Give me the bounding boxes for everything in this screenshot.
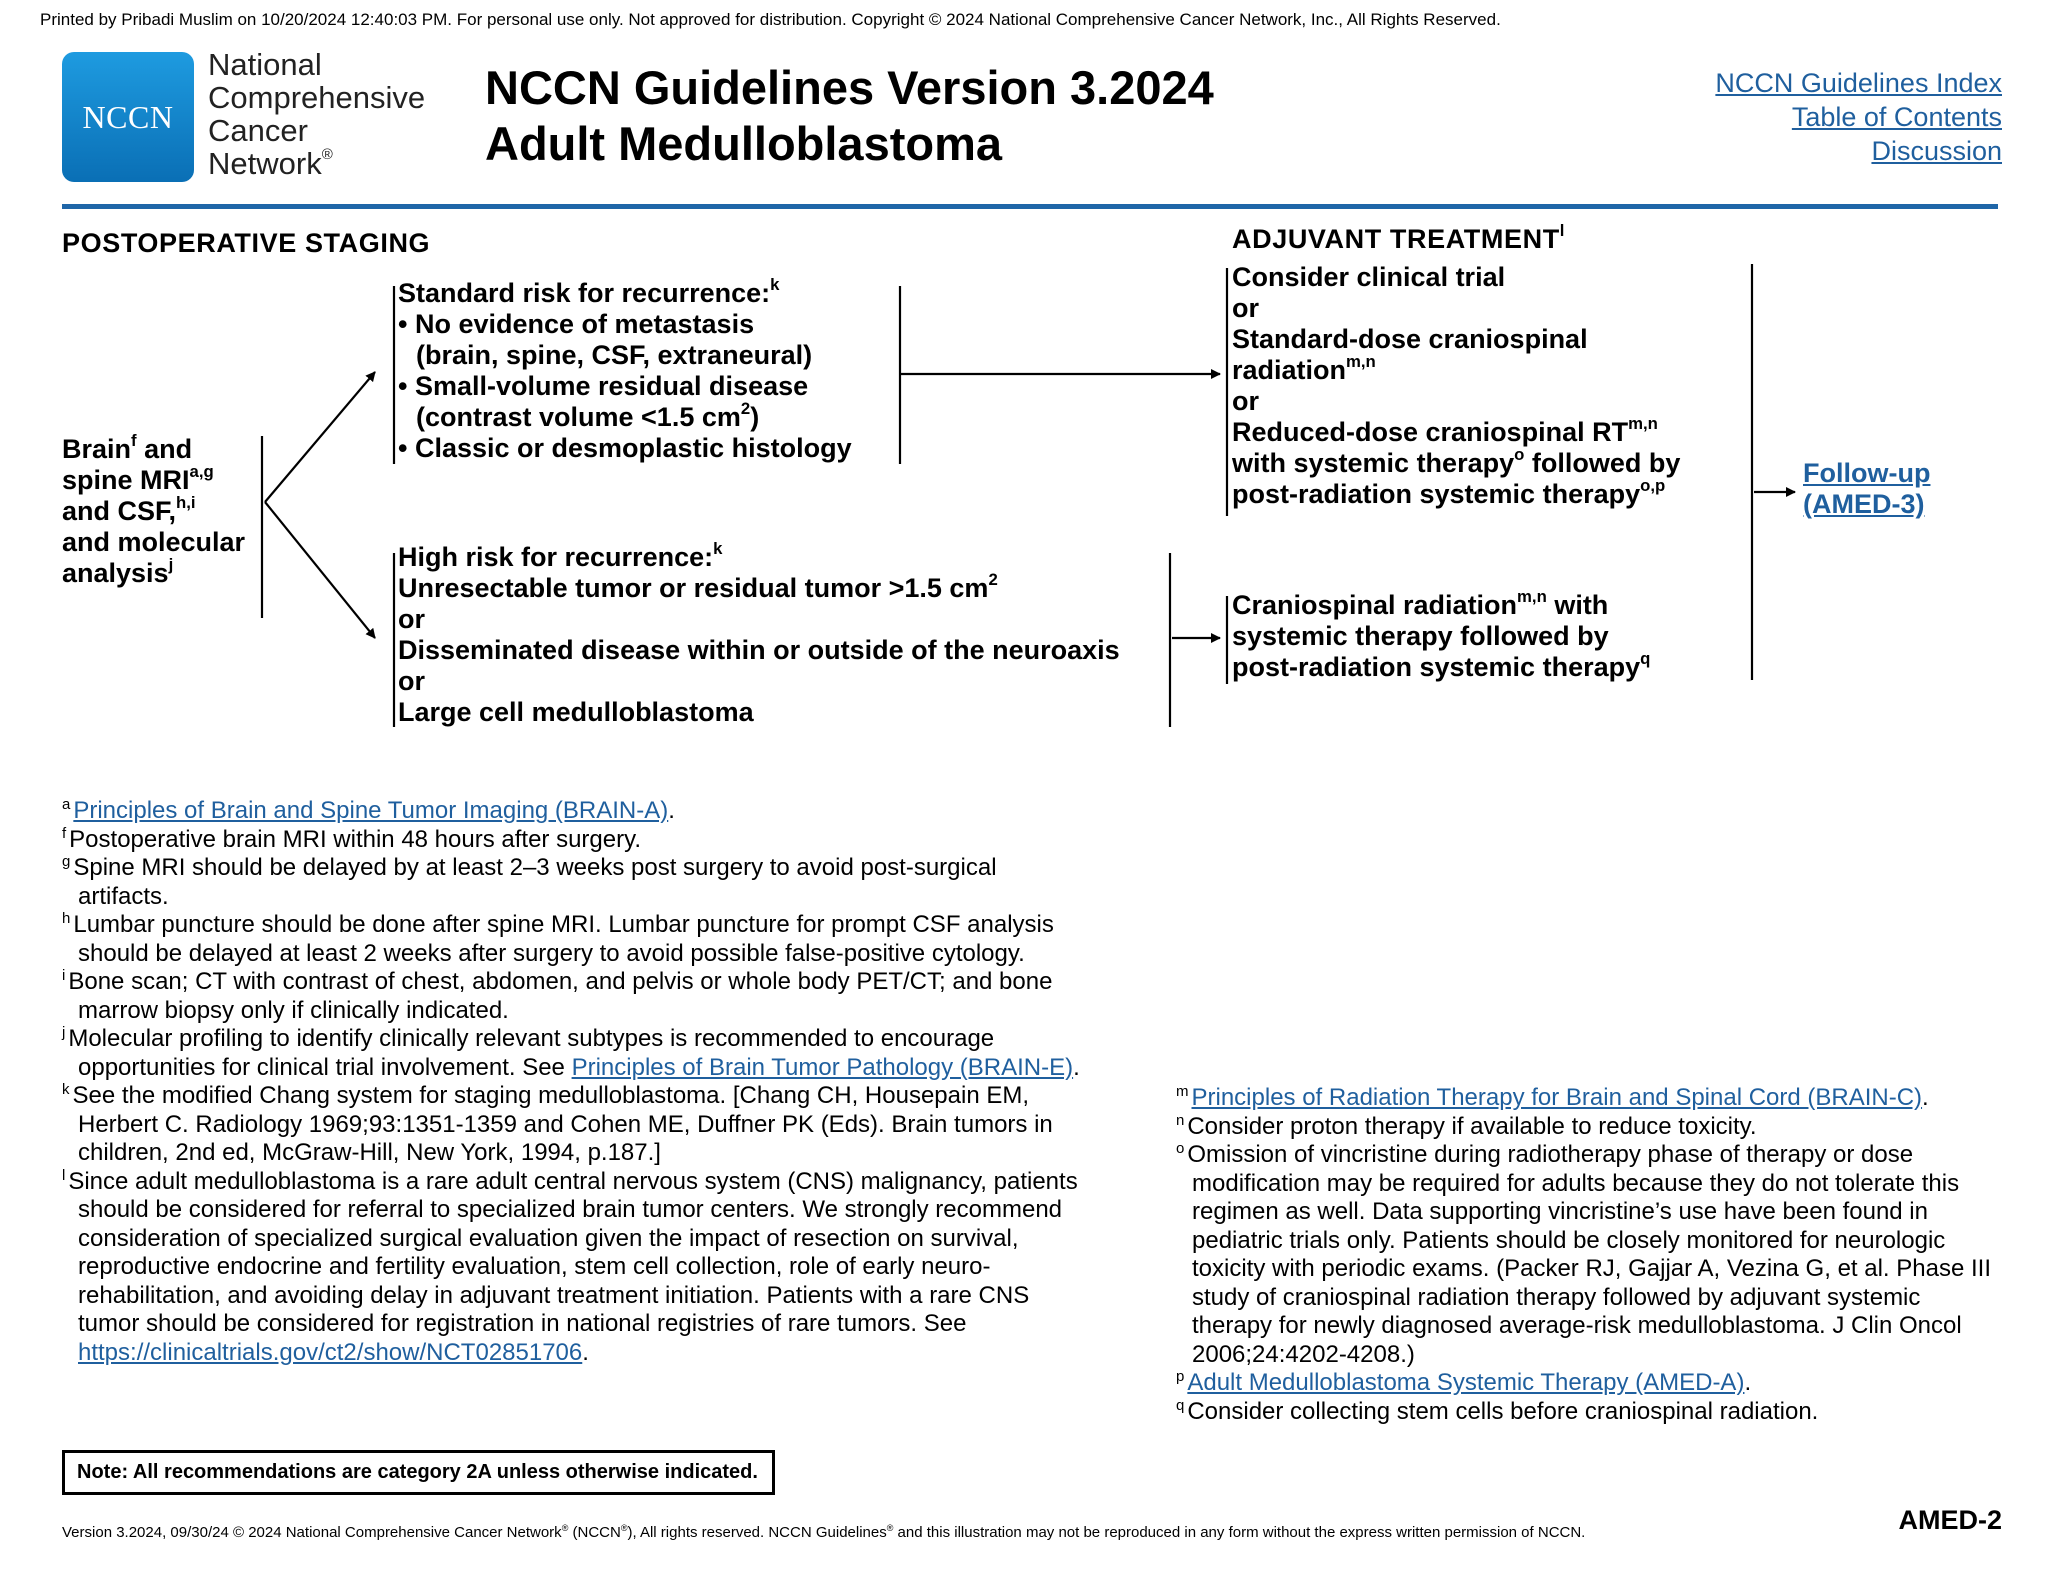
footnote-i: $^i$ Bone scan; CT with contrast of chest, abdomen, and pelvis or whole body PET/CT; and bone marrow biopsy only if clinically indicated.	[62, 967, 1053, 1024]
amed-a-link[interactable]: Adult Medulloblastoma Systemic Therapy (AMED-A)	[1187, 1369, 1745, 1396]
brain-e-link[interactable]: Principles of Brain Tumor Pathology (BRAIN-E)	[571, 1053, 1074, 1081]
logo-text: NCCN	[82, 98, 174, 135]
category-note: Note: All recommendations are category 2A unless otherwise indicated.	[62, 1450, 775, 1495]
postoperative-staging-heading: POSTOPERATIVE STAGING	[62, 228, 431, 258]
followup-link[interactable]: Follow-up (AMED-3)	[1803, 458, 1931, 519]
footnote-p: $^p$ Adult Medulloblastoma Systemic Therapy (AMED-A).	[1176, 1368, 1752, 1396]
footnotes-left	[62, 797, 1092, 1367]
footnote-l: $^l$ Since adult medulloblastoma is a rare adult central nervous system (CNS) malignancy, patients should be considered for referral to specialized brain tumor centers. We strongly recommend consideration of specialized surgical evaluation given the impact of resection on survival, reproductive endocrine and fertility evaluation, stem cell collection, role of early neuro-rehabilitation, and avoiding delay in adjuvant treatment initiation. Patients with a rare CNS tumor should be considered for registration in national registries of rare tumors. See https://clinicaltrials.gov/ct2/show/NCT02851706.	[62, 1166, 1078, 1366]
footnote-g: $^g$ Spine MRI should be delayed by at least 2–3 weeks post surgery to avoid post-surgical artifacts.	[62, 853, 997, 910]
guidelines-index-link[interactable]: NCCN Guidelines Index	[1715, 68, 2002, 98]
high-risk-node: High risk for recurrence:$^k$ Unresectable tumor or residual tumor >1.5 $cm^2$ or Disseminated disease within or outside of the neuroaxis or Large cell medulloblastoma	[398, 539, 1120, 727]
org-line-3: Cancer	[208, 113, 308, 148]
clinical-trials-link[interactable]: https://clinicaltrials.gov/ct2/show/NCT02851706	[78, 1338, 583, 1366]
footnote-a: $^a$ Principles of Brain and Spine Tumor Imaging (BRAIN-A).	[62, 796, 675, 824]
adjuvant-standard-node: Consider clinical trial or Standard-dose craniospinal radiation$^{m,n}$ or Reduced-dose craniospinal RT$^{m,n}$ with systemic therapy$^o$ followed by post-radiation systemic therapy$^{o,p}$	[1232, 262, 1681, 509]
org-line-1: National	[208, 47, 322, 82]
standard-risk-node: Standard risk for recurrence:$^k$ • No evidence of metastasis (brain, spine, CSF, extraneural) • Small-volume residual disease (contrast volume <1.5 $cm^2$) • Classic or desmoplastic histology	[398, 275, 852, 463]
adjuvant-treatment-heading: ADJUVANT TREATMENT$^l$	[1232, 221, 1566, 254]
standard-risk-heading: Standard risk for recurrence:$^k$	[398, 275, 780, 308]
footnote-o: $^o$ Omission of vincristine during radiotherapy phase of therapy or dose modification may be required for adults because they do not tolerate this regimen as well. Data supporting vincristine’s use have been found in pediatric trials only. Patients should be closely monitored for neurologic toxicity with periodic exams. (Packer RJ, Gajjar A, Vezina G, et al. Phase III study of craniospinal radiation therapy followed by adjuvant systemic therapy for newly diagnosed average-risk medulloblastoma. J Clin Oncol 2006;24:4202-4208.)	[1176, 1140, 1991, 1368]
high-risk-heading: High risk for recurrence:$^k$	[398, 539, 723, 572]
footer-copyright: Version 3.2024, 09/30/24 © 2024 National Comprehensive Cancer Network® (NCCN®), All rights reserved. NCCN Guidelines® and this illustration may not be reproduced in any form without the express written permission of NCCN.	[62, 1522, 1586, 1541]
footnote-k: $^k$ See the modified Chang system for staging medulloblastoma. [Chang CH, Housepain EM, Herbert C. Radiology 1969;93:1351-1359 and Cohen ME, Duffner PK (Eds). Brain tumors in children, 2nd ed, McGraw-Hill, New York, 1994, p.187.]	[62, 1081, 1053, 1166]
arrow-to-high-risk	[265, 502, 375, 638]
footnotes-right	[1176, 1084, 1996, 1426]
adjuvant-high-node: Craniospinal radiation$^{m,n}$ with systemic therapy followed by post-radiation systemic therapy$^q$	[1232, 587, 1651, 682]
brain-a-link[interactable]: Principles of Brain and Spine Tumor Imaging (BRAIN-A)	[73, 797, 669, 824]
footnote-n: $^n$ Consider proton therapy if available to reduce toxicity.	[1176, 1111, 1757, 1140]
table-of-contents-link[interactable]: Table of Contents	[1791, 102, 2002, 132]
footnote-j: $^j$ Molecular profiling to identify clinically relevant subtypes is recommended to encourage opportunities for clinical trial involvement. See Principles of Brain Tumor Pathology (BRAIN-E).	[62, 1024, 1080, 1081]
title-version: NCCN Guidelines Version 3.2024	[485, 61, 1214, 114]
arrow-to-standard-risk	[265, 372, 375, 502]
footnote-m: $^m$ Principles of Radiation Therapy for Brain and Spinal Cord (BRAIN-C).	[1176, 1083, 1929, 1111]
discussion-link[interactable]: Discussion	[1871, 136, 2002, 166]
org-line-2: Comprehensive	[208, 80, 426, 115]
footnote-h: $^h$ Lumbar puncture should be done after spine MRI. Lumbar puncture for prompt CSF analysis should be delayed at least 2 weeks after surgery to avoid possible false-positive cytology.	[62, 910, 1054, 967]
footnote-q: $^q$ Consider collecting stem cells before craniospinal radiation.	[1176, 1396, 1819, 1425]
org-line-4: Network®	[208, 146, 333, 181]
title-topic: Adult Medulloblastoma	[485, 117, 1002, 170]
brain-c-link[interactable]: Principles of Radiation Therapy for Brain and Spinal Cord (BRAIN-C)	[1191, 1084, 1923, 1111]
print-notice: Printed by Pribadi Muslim on 10/20/2024 12:40:03 PM. For personal use only. Not approved for distribution. Copyright © 2024 National Comprehensive Cancer Network, Inc., All Rights Reserved.	[40, 10, 1501, 29]
page-code: AMED-2	[1898, 1505, 2002, 1535]
entry-evaluation-node: Brain$^f$ and spine MRI$^{a,g}$ and CSF,$^{h,i}$ and molecular analysis$^j$	[62, 431, 246, 588]
footnote-f: $^f$ Postoperative brain MRI within 48 hours after surgery.	[62, 824, 641, 853]
